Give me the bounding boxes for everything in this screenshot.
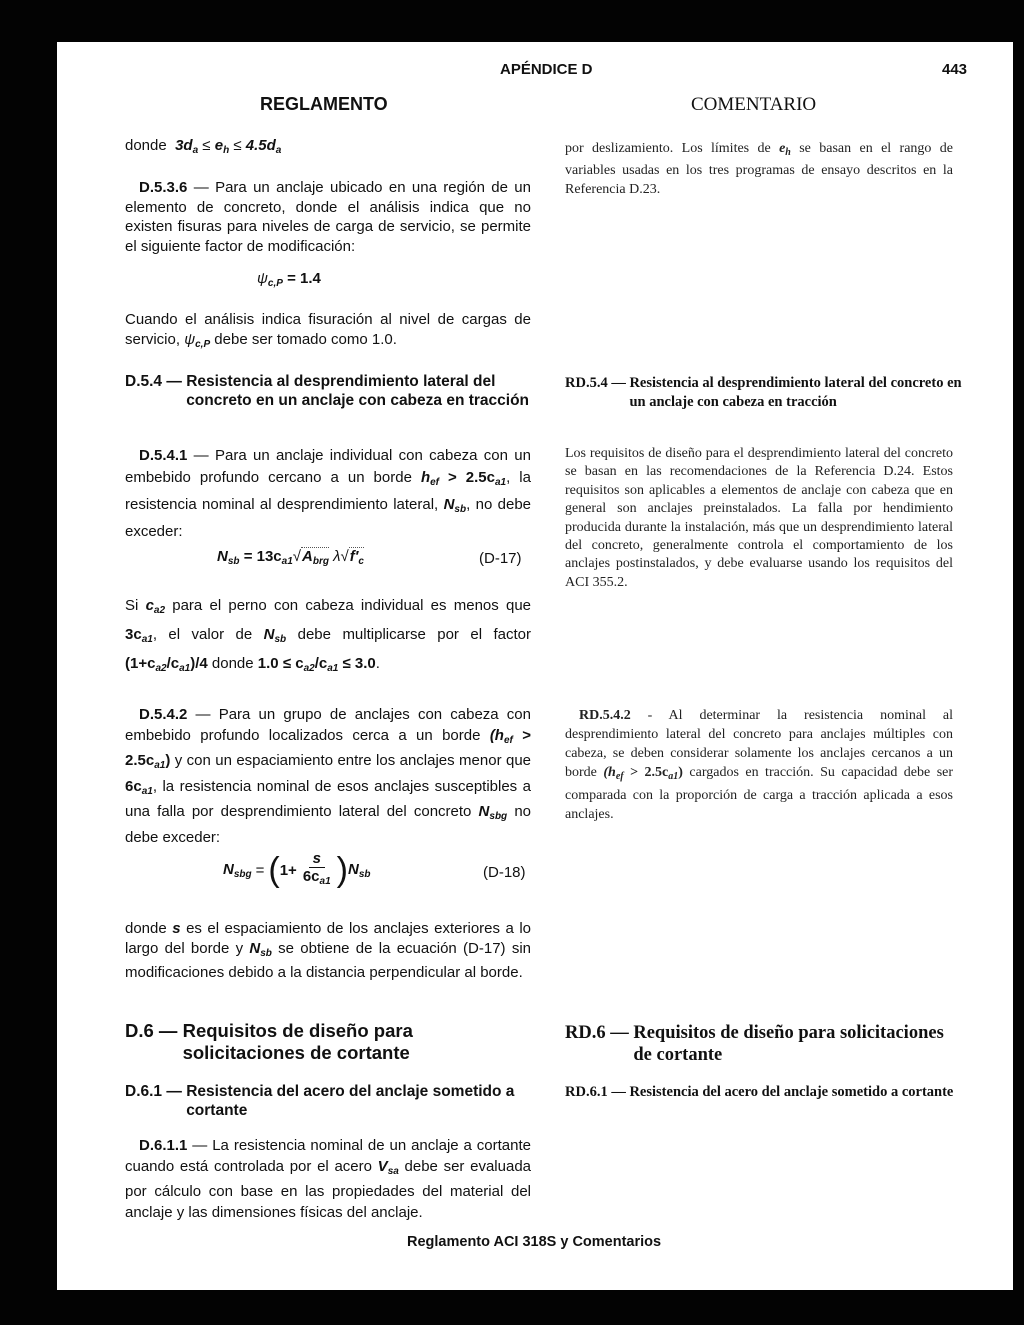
equation-d18: $N_{sbg}$ = ( 1+ $\frac{s}{6c_{a1}}$ ) $N_{sb}$ xyxy=(223,850,371,889)
section-number: D.5.4.2 xyxy=(139,706,188,723)
commentary-continuation: por deslizamiento. Los límites de $e_h$ se basan en el rango de variables usadas en los tres programas de ensayo descritos en la Referencia D.23. xyxy=(565,141,954,197)
heading-rd54: RD.5.4 — Resistencia al desprendimiento lateral del concreto en un anclaje con cabeza en tracción xyxy=(565,374,965,411)
commentary-rd542: RD.5.4.2 - Al determinar la resistencia nominal al desprendimiento lateral del concreto para anclajes múltiples con cabeza, se deben considerar solamente los anclajes cercanos a un borde $(h_{ef} > 2.5c_{a1})$ cargados en tracción. Su capacidad debe ser comparada con la proporción de carga a tracción aplicada a esos anclajes. xyxy=(565,708,954,822)
paragraph-cuando: Cuando el análisis indica fisuración al nivel de cargas de servicio, $\psi_{c,P}$ debe ser tomado como 1.0. xyxy=(125,311,531,350)
section-d541: D.5.4.1 — Para un anclaje individual con cabeza con un embebido profundo cercano a un borde $h_{ef} > 2.5c_{a1}$, la resistencia nominal al desprendimiento lateral, $N_{sb}$, no debe exceder: xyxy=(125,447,532,540)
paragraph-si-ca2: Si $c_{a2}$ para el perno con cabeza individual es menos que $3c_{a1}$, el valor de $N_{sb}$ debe multiplicarse por el factor $(1+c_{a2}/c_{a1})/4$ donde $1.0 \le c_{a2}/c_{a1} \le 3.0$. xyxy=(125,597,532,674)
heading-rd6: RD.6 — Requisitos de diseño para solicitaciones de cortante xyxy=(565,1022,965,1066)
equation-psi-cp: $\psi_{c,P} = 1.4$ xyxy=(257,270,321,289)
heading-d61: D.6.1 — Resistencia del acero del anclaje sometido a cortante xyxy=(125,1082,535,1120)
running-header-title: APÉNDICE D xyxy=(500,61,593,78)
heading-title: Resistencia del acero del anclaje sometido a cortante xyxy=(629,1084,954,1100)
heading-d6: D.6 — Requisitos de diseño para solicitaciones de cortante xyxy=(125,1020,455,1064)
heading-title: Resistencia del acero del anclaje sometido a cortante xyxy=(186,1083,515,1119)
heading-rd61: RD.6.1 — Resistencia del acero del anclaje sometido a cortante xyxy=(565,1084,954,1100)
commentary-rd54-text: Los requisitos de diseño para el desprendimiento lateral del concreto se basan en las recomendaciones de la Referencia D.24. Estos requisitos son aplicables a elementos de anclaje con cabeza que en general son anclajes preinstalados. La falla por hendimiento producida durante la instalación, más que un desprendimiento lateral del concreto, generalmente controla el comportamiento de los anclajes postinstalados, y debe evaluarse usando los requisitos del ACI 355.2. xyxy=(565,446,953,590)
heading-title: Requisitos de diseño para solicitaciones de cortante xyxy=(182,1020,413,1063)
equation-d17: $N_{sb} = 13c_{a1}√A_{brg}$ $\lambda√f'_c$ xyxy=(217,548,364,567)
section-d536: D.5.3.6 — Para un anclaje ubicado en una región de un elemento de concreto, donde el análisis indica que no existen fisuras para niveles de carga de servicio, se permite el siguiente factor de modificación: xyxy=(125,179,531,255)
equation-label-d18: (D-18) xyxy=(483,864,526,881)
section-number: D.5.3.6 xyxy=(139,179,188,196)
section-number: D.6.1.1 xyxy=(139,1137,188,1154)
section-d611: D.6.1.1 — La resistencia nominal de un anclaje a cortante cuando está controlada por el acero $V_{sa}$ debe ser evaluada por cálculo con base en las propiedades del material del anclaje y las dimensiones físicas del anclaje. xyxy=(125,1137,531,1221)
document-page xyxy=(57,42,1013,1290)
left-column-title: REGLAMENTO xyxy=(260,94,388,114)
page-number: 443 xyxy=(942,61,968,78)
section-d542: D.5.4.2 — Para un grupo de anclajes con cabeza con embebido profundo localizados cerca a un borde $(h_{ef} > 2.5c_{a1})$ y con un espaciamiento entre los anclajes menor que $6c_{a1}$, la resistencia nominal de esos anclajes susceptibles a una falla por desprendimiento lateral del concreto $N_{sbg}$ no debe exceder: xyxy=(125,706,532,846)
heading-title: Resistencia al desprendimiento lateral del concreto en un anclaje con cabeza en tracción xyxy=(629,375,962,410)
right-column-title: COMENTARIO xyxy=(691,94,817,115)
paragraph-donde-s: donde s es el espaciamiento de los anclajes exteriores a lo largo del borde y $N_{sb}$ se obtiene de la ecuación (D-17) sin modificaciones debido a la distancia perpendicular al borde. xyxy=(125,920,532,981)
heading-title: Requisitos de diseño para solicitaciones de cortante xyxy=(633,1023,944,1065)
equation-label-d17: (D-17) xyxy=(479,550,522,567)
donde-inequality: donde $3d_a \le e_h \le 4.5d_a$ xyxy=(125,137,282,156)
section-number: RD.5.4.2 xyxy=(579,708,631,723)
heading-title: Resistencia al desprendimiento lateral del concreto en un anclaje con cabeza en tracción xyxy=(186,373,530,409)
page-footer: Reglamento ACI 318S y Comentarios xyxy=(407,1234,662,1250)
section-number: D.5.4.1 xyxy=(139,447,188,464)
heading-d54: D.5.4 — Resistencia al desprendimiento lateral del concreto en un anclaje con cabeza en tracción xyxy=(125,372,535,410)
